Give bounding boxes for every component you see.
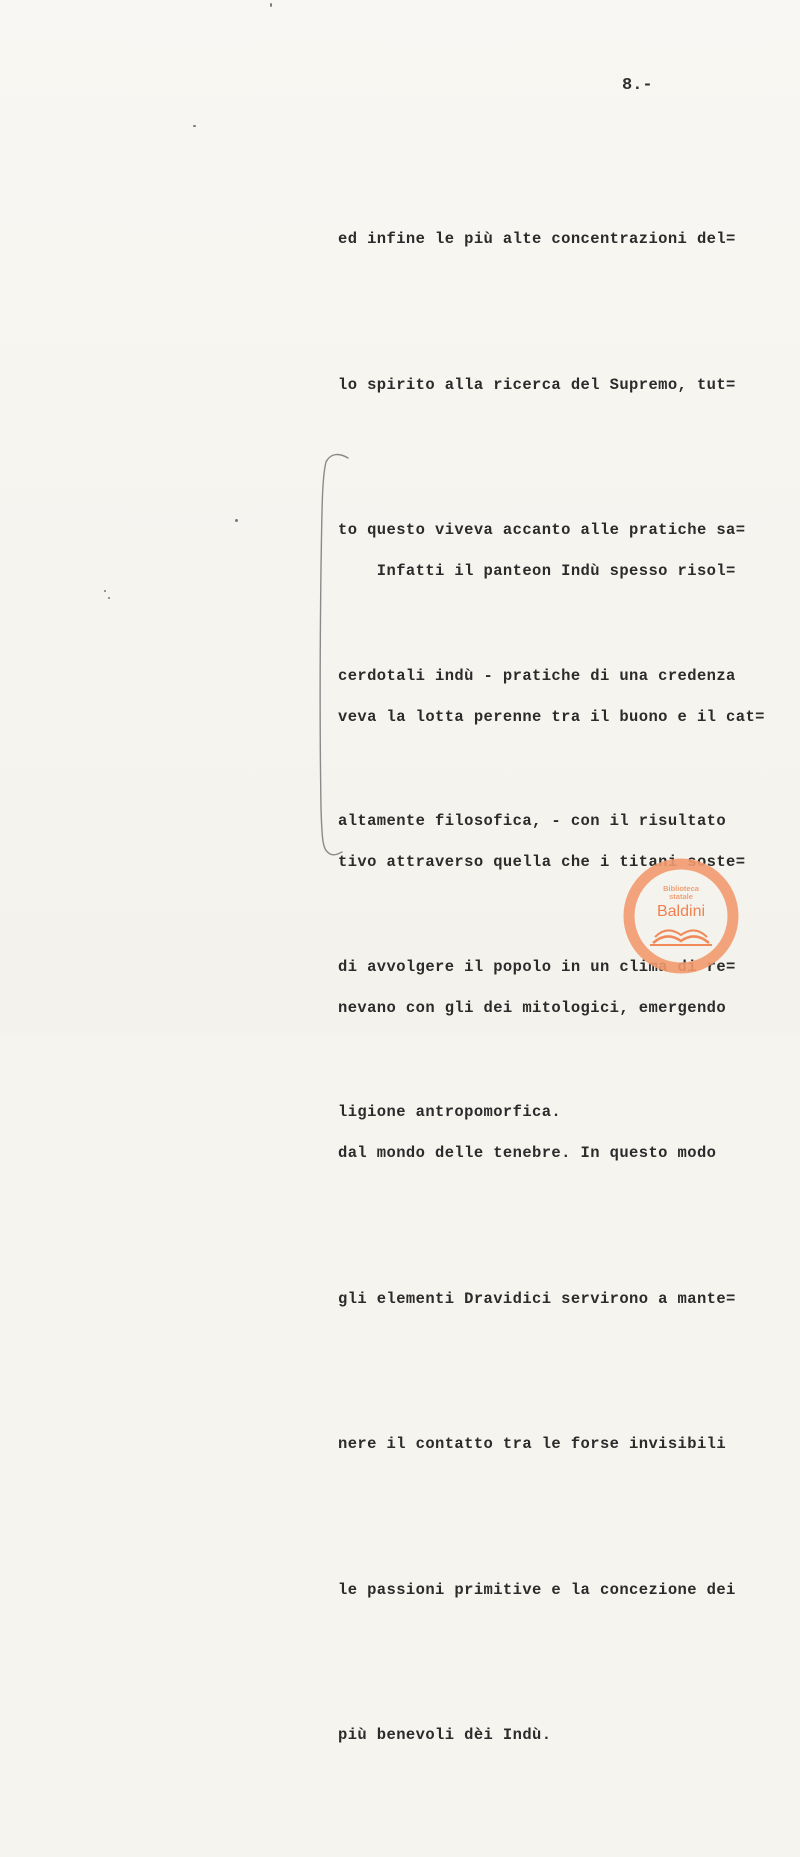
text-line: gli elementi Dravidici servirono a mante= bbox=[338, 1289, 736, 1308]
text-line: lo spirito alla ricerca del Supremo, tut= bbox=[338, 375, 736, 394]
library-stamp bbox=[620, 855, 742, 977]
text-line: più benevoli dèi Indù. bbox=[338, 1726, 552, 1744]
text-line: to questo viveva accanto alle pratiche sa= bbox=[338, 521, 746, 539]
ink-speck bbox=[104, 590, 106, 592]
page-number: 8.- bbox=[622, 76, 653, 95]
text-line: altamente filosofica, - con il risultato bbox=[338, 812, 727, 830]
ink-speck bbox=[270, 3, 272, 7]
stamp-text: statale bbox=[669, 892, 693, 901]
ink-speck bbox=[193, 125, 196, 127]
stamp-text: Biblioteca bbox=[663, 884, 699, 893]
ink-speck bbox=[235, 519, 238, 522]
text-line: cerdotali indù - pratiche di una credenza bbox=[338, 666, 736, 685]
text-line: le passioni primitive e la concezione dei bbox=[338, 1580, 736, 1599]
text-line: nere il contatto tra le forse invisibili bbox=[338, 1435, 727, 1453]
paragraph-2 bbox=[338, 450, 765, 1857]
stamp-library-name: Baldini bbox=[656, 903, 706, 920]
text-line: ed infine le più alte concentrazioni del= bbox=[338, 230, 736, 248]
text-line: tivo attraverso quella che i titani soste= bbox=[338, 853, 746, 871]
ink-speck bbox=[108, 597, 110, 599]
text-line: dal mondo delle tenebre. In questo modo bbox=[338, 1144, 717, 1162]
text-line: nevano con gli dei mitologici, emergendo bbox=[338, 998, 727, 1017]
text-line: di avvolgere il popolo in un clima di re= bbox=[338, 957, 736, 976]
text-line: ligione antropomorfica. bbox=[338, 1103, 562, 1121]
text-line: veva la lotta perenne tra il buono e il cat= bbox=[338, 707, 765, 726]
text-line: Infatti il panteon Indù spesso risol= bbox=[338, 562, 736, 580]
